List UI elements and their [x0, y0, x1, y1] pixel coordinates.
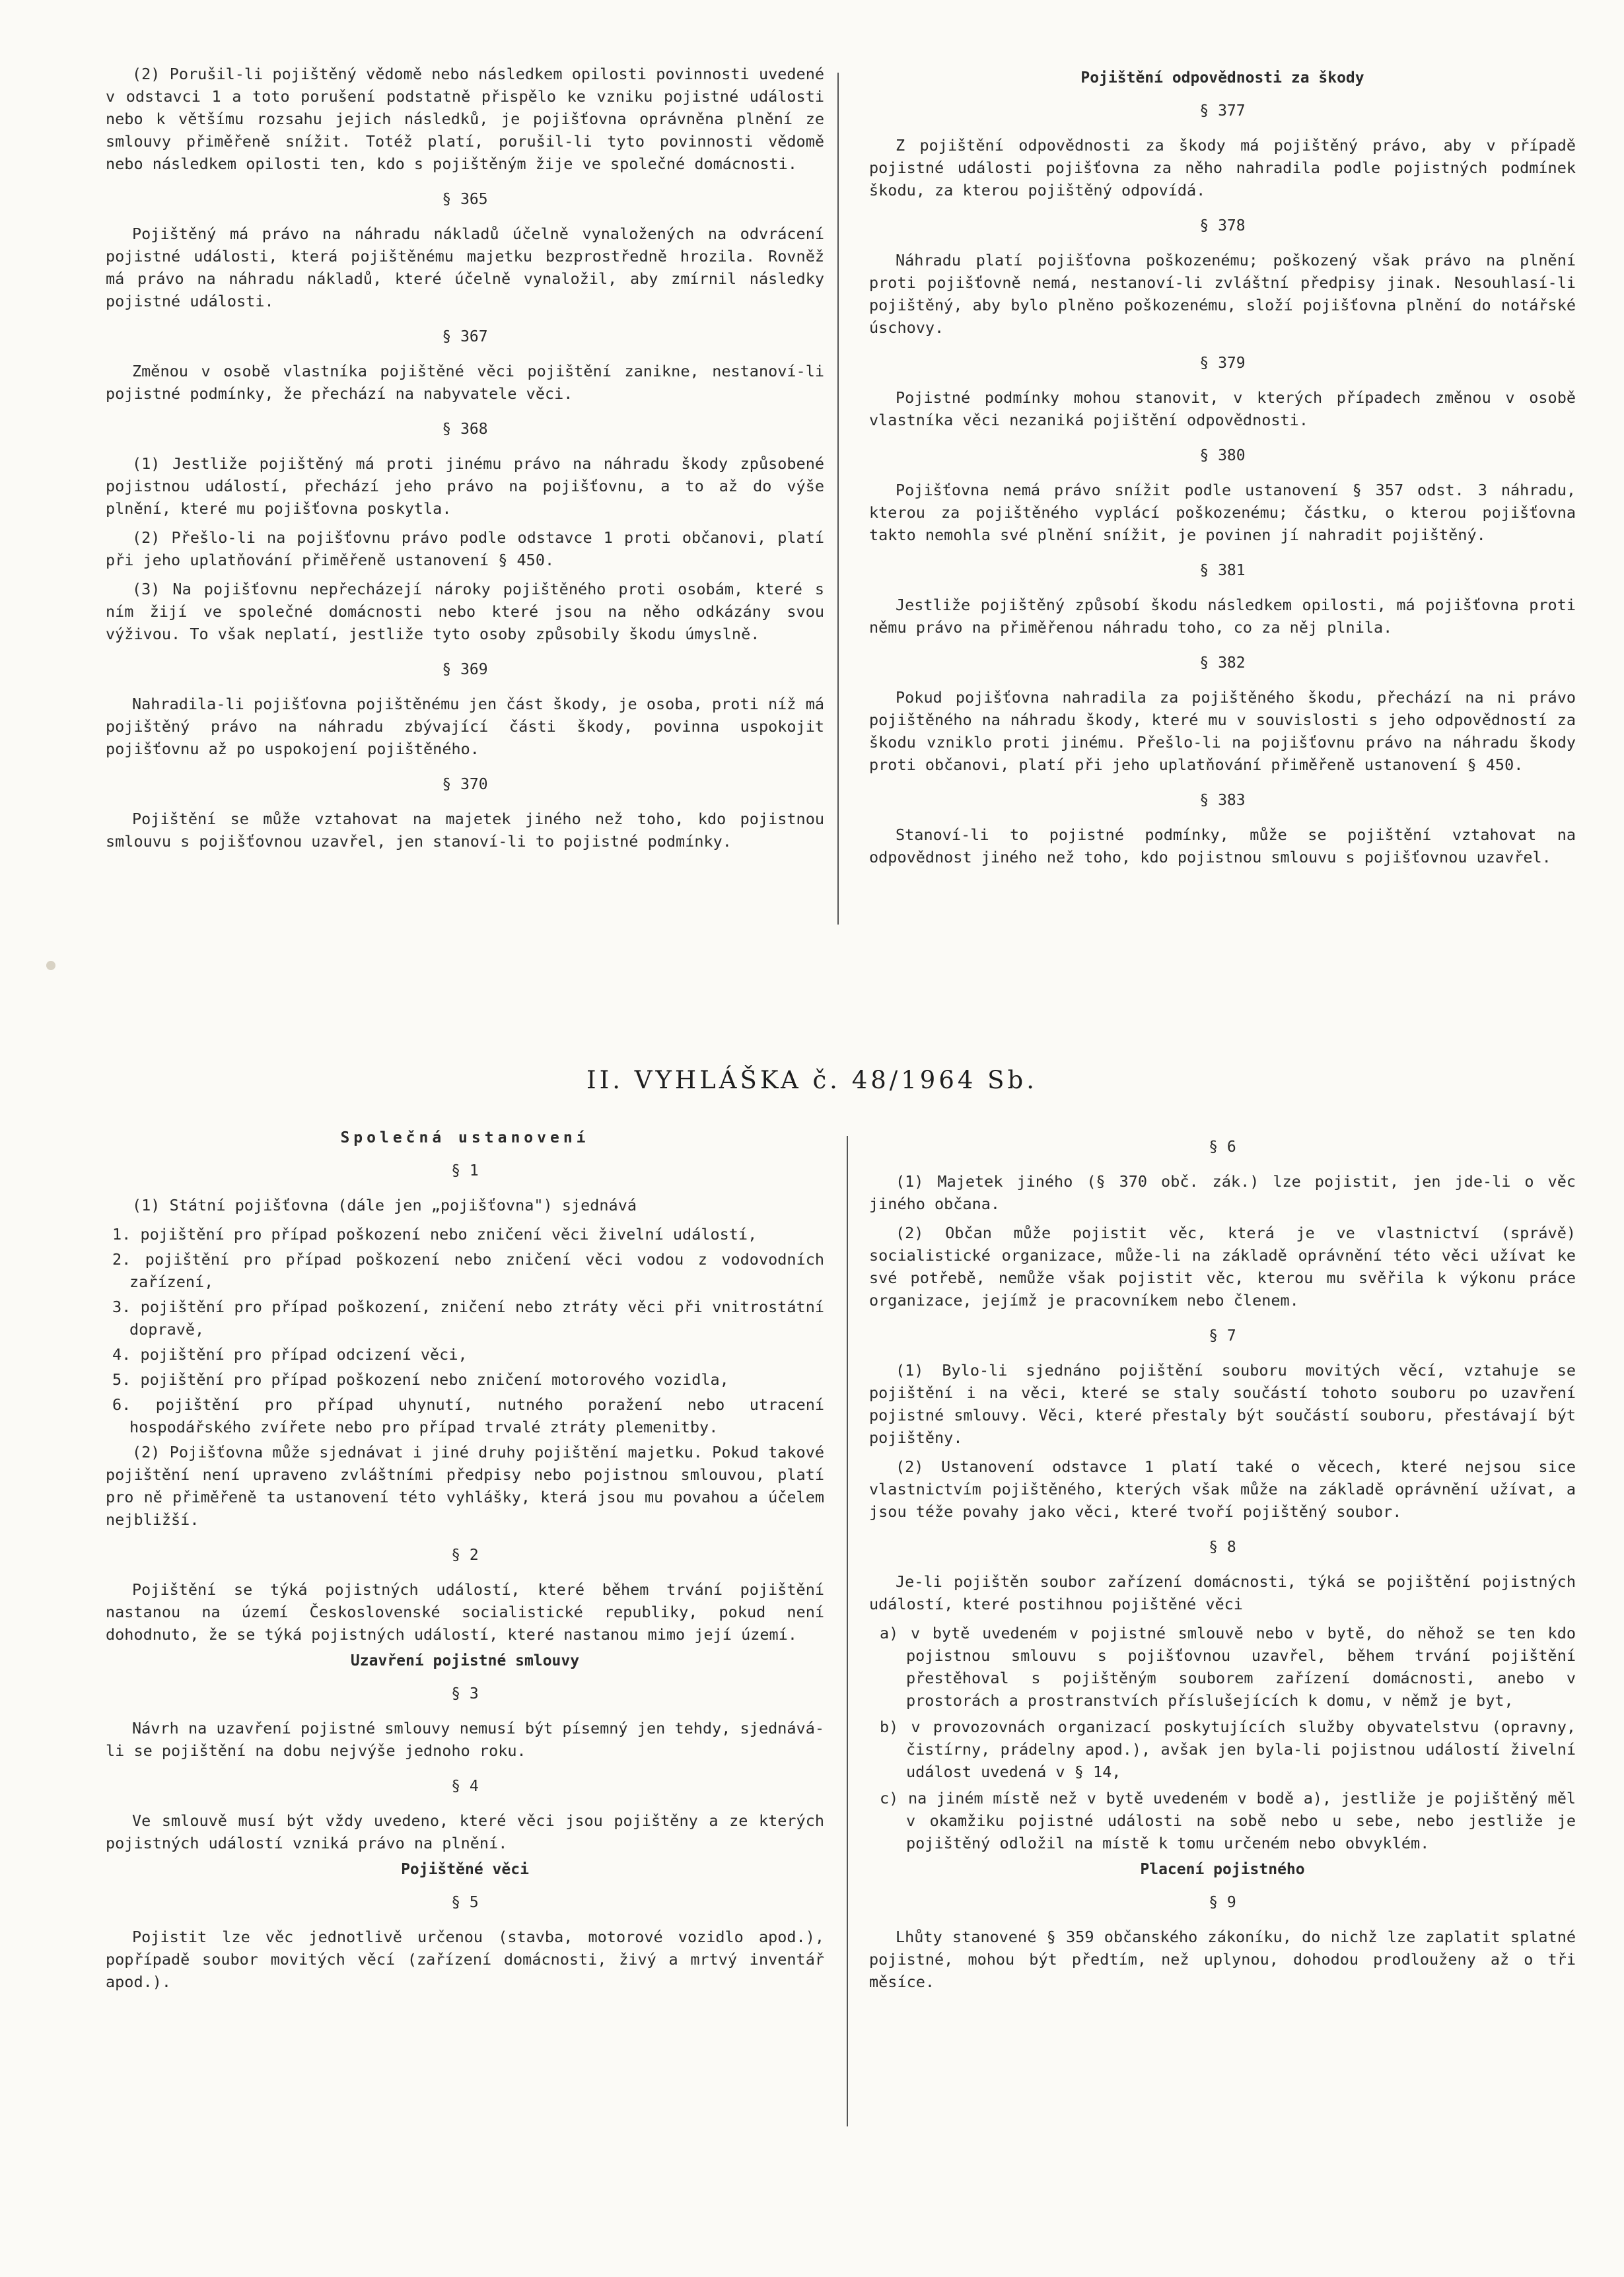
bottom-right-column — [869, 1123, 1576, 2000]
section-heading: Pojištěné věci — [401, 1861, 529, 1878]
list-item: a) v bytě uvedeném v pojistné smlouvě nebo v bytě, do něhož se ten kdo pojistnou smlouvu s pojišťovnou uzavřel, během trvání pojištění přestěhoval s pojištěným souborem zařízení domácnosti, anebo v prostorách a prostranstvích příslušejících k domu, v němž je byt, — [880, 1624, 1576, 1710]
paragraph: Nahradila-li pojišťovna pojištěnému jen část škody, je osoba, proti níž má pojištěný právo na náhradu zbývající části škody, povinna uspokojit pojišťovnu až po uspokojení pojištěného. — [106, 695, 824, 758]
paragraph: (2) Pojišťovna může sjednávat i jiné druhy pojištění majetku. Pokud takové pojištění není upraveno zvláštními předpisy nebo pojistnou smlouvou, platí pro ně přiměřeně ta ustanovení této vyhlášky, která jsou mu povahou a účelem nejbližší. — [106, 1443, 824, 1529]
paragraph: (1) Bylo-li sjednáno pojištění souboru movitých věcí, vztahuje se pojištění i na věci, které se staly součástí tohoto souboru po uzavření pojistné smlouvy. Věci, které přestaly být součástí souboru, přestávají být pojištěny. — [869, 1361, 1576, 1447]
section-number: § 1 — [451, 1162, 479, 1179]
section-number: § 380 — [1199, 447, 1246, 464]
column-divider-bottom — [847, 1136, 848, 2126]
paragraph: Z pojištění odpovědnosti za škody má pojištěný právo, aby v případě pojistné události pojišťovna za něho nahradila podle pojistných podmínek škodu, za kterou pojištěný odpovídá. — [869, 136, 1576, 199]
paragraph: Náhradu platí pojišťovna poškozenému; poškozený však právo na plnění proti pojišťovně nemá, nestanoví-li zvláštní předpisy jinak. Nesouhlasí-li pojištěný, aby bylo plněno poškozenému, složí pojišťovna plnění do notářské úschovy. — [869, 251, 1576, 337]
paragraph: (1) Majetek jiného (§ 370 obč. zák.) lze pojistit, jen jde-li o věc jiného občana. — [869, 1172, 1576, 1213]
paragraph: Pojistit lze věc jednotlivě určenou (stavba, motorové vozidlo apod.), popřípadě soubor movitých věcí (zařízení domácnosti, živý a mrtvý inventář apod.). — [106, 1928, 824, 1991]
paper-speck — [46, 961, 55, 970]
document-title: II. VYHLÁŠKA č. 48/1964 Sb. — [586, 1066, 1038, 1094]
paragraph: Pojištění se může vztahovat na majetek jiného než toho, kdo pojistnou smlouvu s pojišťovnou uzavřel, jen stanoví-li to pojistné podmínky. — [106, 810, 824, 851]
section-number: § 4 — [451, 1778, 479, 1795]
section-number: § 3 — [451, 1685, 479, 1702]
paragraph: Ve smlouvě musí být vždy uvedeno, které věci jsou pojištěny a ze kterých pojistných událostí vzniká právo na plnění. — [106, 1811, 824, 1852]
paragraph: (2) Občan může pojistit věc, která je ve vlastnictví (správě) socialistické organizace, může-li na základě oprávnění této věci užívat ke své potřebě, nemůže však pojistit věc, kterou mu svěřila k výkonu práce organizace, jejímž je pracovníkem nebo členem. — [869, 1224, 1576, 1310]
section-number: § 7 — [1209, 1327, 1236, 1345]
list-item: 4. pojištění pro případ odcizení věci, — [112, 1345, 468, 1364]
section-number: § 365 — [442, 191, 488, 208]
paragraph: Změnou v osobě vlastníka pojištěné věci pojištění zanikne, nestanoví-li pojistné podmínky, že přechází na nabyvatele věci. — [106, 362, 824, 403]
paragraph: Jestliže pojištěný způsobí škodu následkem opilosti, má pojišťovna proti němu právo na přiměřenou náhradu toho, co za něj plnila. — [869, 596, 1576, 637]
section-number: § 377 — [1199, 102, 1246, 120]
section-heading: Placení pojistného — [1140, 1861, 1305, 1878]
list-item: 3. pojištění pro případ poškození, zničení nebo ztráty věci při vnitrostátní dopravě, — [112, 1298, 824, 1339]
list-item: b) v provozovnách organizací poskytujících služby obyvatelstvu (opravny, čistírny, prádelny apod.), avšak jen byla-li pojistnou událostí živelní událost uvedená v § 14, — [880, 1718, 1576, 1781]
section-number: § 383 — [1199, 792, 1246, 809]
section-heading: Pojištění odpovědnosti za škody — [1080, 69, 1364, 87]
section-number: § 382 — [1199, 654, 1246, 672]
paragraph: Lhůty stanovené § 359 občanského zákoníku, do nichž lze zaplatit splatné pojistné, mohou být předtím, než uplynou, dohodou prodlouženy až o tři měsíce. — [869, 1928, 1576, 1991]
paragraph: (3) Na pojišťovnu nepřecházejí nároky pojištěného proti osobám, které s ním žijí ve společné domácnosti nebo které jsou na něho odkázány svou výživou. To však neplatí, jestliže tyto osoby způsobily škodu úmyslně. — [106, 580, 824, 643]
section-number: § 369 — [442, 661, 488, 678]
column-divider-top — [837, 73, 839, 925]
section-number: § 379 — [1199, 355, 1246, 372]
section-number: § 381 — [1199, 562, 1246, 579]
paragraph: Pokud pojišťovna nahradila za pojištěného škodu, přechází na ni právo pojištěného na náhradu škody, které mu v souvislosti s jeho odpovědností za škodu vzniklo proti jinému. Přešlo-li na pojišťovnu právo na náhradu škody proti občanovi, platí při jeho uplatňování přiměřeně ustanovení § 450. — [869, 688, 1576, 774]
paragraph: (2) Porušil-li pojištěný vědomě nebo následkem opilosti povinnosti uvedené v odstavci 1 a toto porušení podstatně přispělo ke vzniku pojistné události nebo k většímu rozsahu jejich následků, je pojišťovna oprávněna plnění ze smlouvy přiměřeně snížit. Totéž platí, porušil-li tyto povinnosti vědomě nebo následkem opilosti ten, kdo s pojištěným žije ve společné domácnosti. — [106, 65, 824, 173]
section-heading: Společná ustanovení — [340, 1129, 590, 1146]
list-item: 6. pojištění pro případ uhynutí, nutného poražení nebo utracení hospodářského zvířete nebo pro případ trvalé ztráty plemenitby. — [112, 1395, 824, 1436]
paragraph: Pojištění se týká pojistných událostí, které během trvání pojištění nastanou na území Československé socialistické republiky, pokud není dohodnuto, že se týká pojistných událostí, které nastanou mimo její území. — [106, 1580, 824, 1644]
section-number: § 368 — [442, 421, 488, 438]
paragraph: (1) Státní pojišťovna (dále jen „pojišťovna") sjednává — [132, 1196, 637, 1214]
paragraph: (2) Ustanovení odstavce 1 platí také o věcech, které nejsou sice vlastnictvím pojištěného, kterých však může na základě oprávnění užívat, a jsou téže povahy jako věci, které tvoří pojištěný soubor. — [869, 1457, 1576, 1521]
top-right-column — [869, 63, 1576, 875]
section-number: § 2 — [451, 1547, 479, 1564]
paragraph: (1) Jestliže pojištěný má proti jinému právo na náhradu škody způsobené pojistnou událostí, přechází jeho právo na pojišťovnu, a to až do výše plnění, které mu pojišťovna poskytla. — [106, 454, 824, 518]
section-number: § 378 — [1199, 217, 1246, 234]
section-number: § 370 — [442, 776, 488, 793]
section-heading: Uzavření pojistné smlouvy — [350, 1652, 580, 1669]
section-number: § 367 — [442, 328, 488, 345]
bottom-left-column — [106, 1123, 824, 2000]
paragraph: (2) Přešlo-li na pojišťovnu právo podle odstavce 1 proti občanovi, platí při jeho uplatňování přiměřeně ustanovení § 450. — [106, 528, 824, 569]
paragraph: Stanoví-li to pojistné podmínky, může se pojištění vztahovat na odpovědnost jiného než toho, kdo pojistnou smlouvu s pojišťovnou uzavřel. — [869, 825, 1576, 866]
paragraph: Pojistné podmínky mohou stanovit, v kterých případech změnou v osobě vlastníka věci nezaniká pojištění odpovědnosti. — [869, 388, 1576, 429]
section-number: § 5 — [451, 1894, 479, 1911]
list-item: 2. pojištění pro případ poškození nebo zničení věci vodou z vodovodních zařízení, — [112, 1250, 824, 1291]
list-item: 1. pojištění pro případ poškození nebo zničení věci živelní událostí, — [112, 1225, 758, 1244]
top-left-column — [106, 63, 824, 859]
paragraph: Je-li pojištěn soubor zařízení domácnosti, týká se pojištění pojistných událostí, které postihnou pojištěné věci — [869, 1572, 1576, 1613]
section-number: § 8 — [1209, 1539, 1236, 1556]
section-number: § 6 — [1209, 1138, 1236, 1156]
list-item: 5. pojištění pro případ poškození nebo zničení motorového vozidla, — [112, 1370, 729, 1389]
paragraph: Pojišťovna nemá právo snížit podle ustanovení § 357 odst. 3 náhradu, kterou za pojištěného vyplácí poškozenému; částku, o kterou pojišťovna takto nemohla své plnění snížit, je povinen jí nahradit pojištěný. — [869, 481, 1576, 544]
section-number: § 9 — [1209, 1894, 1236, 1911]
paragraph: Pojištěný má právo na náhradu nákladů účelně vynaložených na odvrácení pojistné události, která pojištěnému majetku bezprostředně hrozila. Rovněž má právo na náhradu nákladů, které účelně vynaložil, aby zmírnil následky pojistné události. — [106, 225, 824, 310]
paragraph: Návrh na uzavření pojistné smlouvy nemusí být písemný jen tehdy, sjednává-li se pojištění na dobu nejvýše jednoho roku. — [106, 1719, 824, 1760]
list-item: c) na jiném místě než v bytě uvedeném v bodě a), jestliže je pojištěný měl v okamžiku pojistné události na sobě nebo u sebe, nebo jestliže je pojištěný odložil na místě k tomu určeném nebo obvyklém. — [880, 1789, 1576, 1852]
